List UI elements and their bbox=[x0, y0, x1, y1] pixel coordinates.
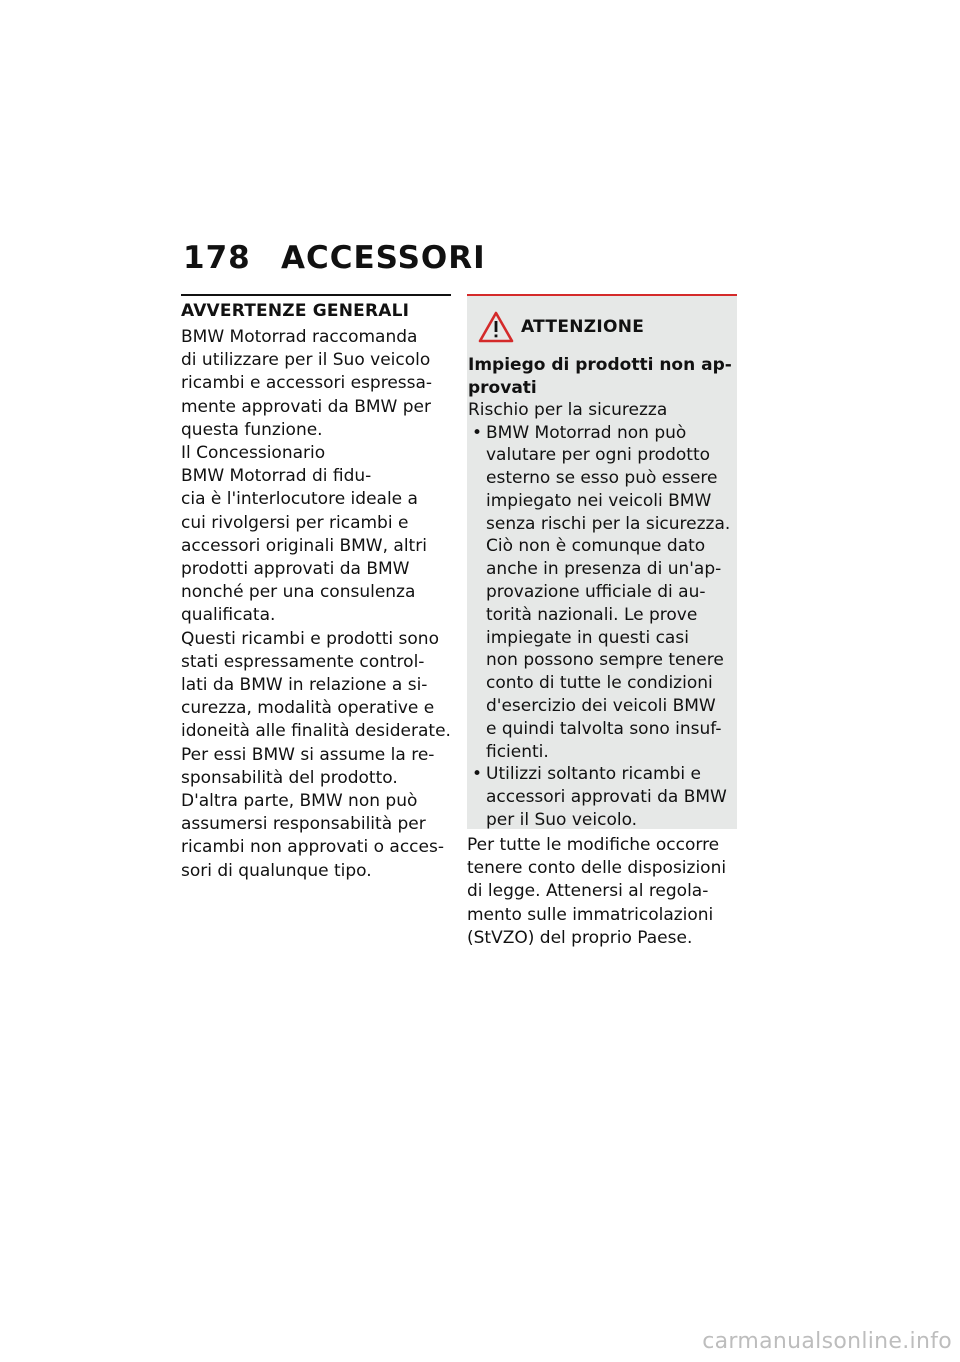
section-title: AVVERTENZE GENERALI bbox=[181, 294, 451, 322]
warning-title: ATTENZIONE bbox=[521, 317, 645, 337]
paragraph: Il Concessionario BMW Motorrad di fidu- cia è l'interlocutore ideale a cui rivolgersi per ricambi e accessori originali BMW, altri prodotti approvati da BMW nonché per una consulenza qualificata. bbox=[181, 443, 427, 626]
left-column bbox=[181, 294, 451, 883]
warning-bullet-list bbox=[468, 422, 737, 832]
body-text bbox=[181, 326, 451, 883]
warning-risk: Rischio per la sicurezza bbox=[468, 400, 668, 420]
warning-subtitle: Impiego di prodotti non ap- provati bbox=[468, 355, 732, 398]
watermark: carmanualsonline.info bbox=[702, 1329, 952, 1354]
page-number: 178 bbox=[183, 240, 251, 276]
chapter-title: ACCESSORI bbox=[281, 240, 486, 276]
page-header bbox=[183, 240, 486, 276]
paragraph: D'altra parte, BMW non può assumersi responsabilità per ricambi non approvati o acces- sori di qualunque tipo. bbox=[181, 791, 444, 881]
list-item: • Utilizzi soltanto ricambi e accessori approvati da BMW per il Suo veicolo. bbox=[468, 763, 737, 831]
warning-box bbox=[467, 294, 737, 829]
warning-triangle-icon bbox=[478, 311, 514, 343]
paragraph: Questi ricambi e prodotti sono stati espressamente control- lati da BMW in relazione a si- curezza, modalità operative e idoneità alle finalità desiderate. Per essi BMW si assume la re- sponsabilità del prodotto. bbox=[181, 628, 451, 788]
list-item: • BMW Motorrad non può valutare per ogni prodotto esterno se esso può essere impiegato nei veicoli BMW senza rischi per la sicurezza. Ciò non è comunque dato anche in presenza di un'ap- provazione ufficiale di au- torità nazionali. Le prove impiegate in questi casi non possono sempre tenere conto di tutte le condizioni d'esercizio dei veicoli BMW e quindi talvolta sono insuf- ficienti. bbox=[468, 422, 737, 764]
legal-note: Per tutte le modifiche occorre tenere conto delle disposizioni di legge. Attenersi al regola- mento sulle immatricolazioni (StVZO) del proprio Paese. bbox=[467, 835, 727, 948]
paragraph: BMW Motorrad raccomanda di utilizzare per il Suo veicolo ricambi e accessori espressa- mente approvati da BMW per questa funzione. bbox=[181, 327, 433, 440]
warning-header bbox=[478, 312, 737, 342]
